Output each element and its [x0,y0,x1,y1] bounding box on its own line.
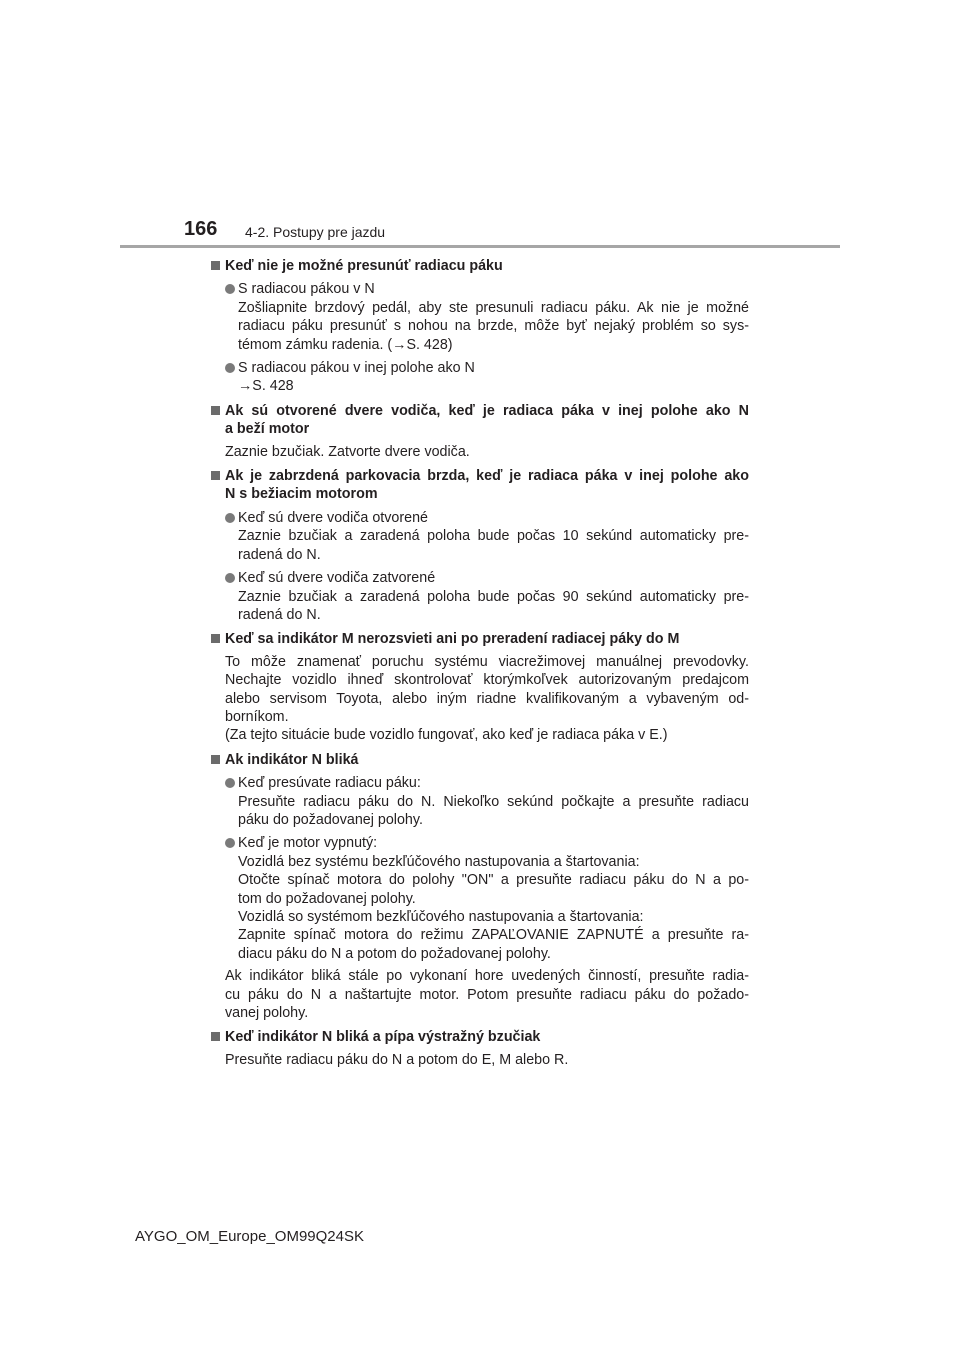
square-bullet-icon [211,1032,220,1041]
section-heading [211,467,749,504]
header-divider [120,245,840,248]
section-heading [211,257,749,275]
heading-text: a beží motor [225,421,310,438]
section-heading [211,751,749,769]
bullet-item [211,774,749,829]
heading-text: Keď indikátor N bliká a pípa výstražný bzučiak [225,1029,541,1046]
text-line: Otočte spínač motora do polohy "ON" a presuňte radiacu páku do N a po- [238,872,749,889]
bullet-item [211,509,749,564]
page-number: 166 [184,218,218,240]
circle-bullet-icon [225,573,235,583]
section-heading [211,402,749,439]
text-line: Zaznie bzučiak a zaradená poloha bude počas 10 sekúnd automaticky pre- [238,528,749,545]
circle-bullet-icon [225,284,235,294]
text-line: borníkom. [225,708,289,725]
text-line: vanej polohy. [225,1005,309,1022]
text-line: Vozidlá bez systému bezkľúčového nastupovania a štartovania: [238,853,640,870]
bullet-title: S radiacou pákou v N [238,281,375,298]
text-line: Zapnite spínač motora do režimu ZAPAĽOVANIE ZAPNUTÉ a presuňte ra- [238,927,749,944]
text-line: radiacu páku presunúť s nohou na brzde, môže byť nejaký problém so sys- [238,318,749,335]
square-bullet-icon [211,261,220,270]
text-line: cu páku do N a naštartujte motor. Potom presuňte radiacu páku do požado- [225,986,749,1003]
text-line: Presuňte radiacu páku do N. Niekoľko sekúnd počkajte a presuňte radiacu [238,793,749,810]
text-line: To môže znamenať poruchu systému viacrežimovej manuálnej prevodovky. [225,653,749,670]
page-content [211,257,749,1069]
text-line: diacu páku do N a potom do požadovanej polohy. [238,945,551,962]
text-line: Zaznie bzučiak a zaradená poloha bude počas 90 sekúnd automaticky pre- [238,588,749,605]
heading-text: Ak sú otvorené dvere vodiča, keď je radiaca páka v inej polohe ako N [225,402,749,419]
bullet-title: Keď je motor vypnutý: [238,835,378,852]
text-line: Nechajte vozidlo ihneď skontrolovať ktorýmkoľvek autorizovaným predajcom [225,672,749,689]
circle-bullet-icon [225,838,235,848]
heading-text: Ak indikátor N bliká [225,751,359,768]
section-title: 4-2. Postupy pre jazdu [245,224,386,240]
bullet-item [211,280,749,354]
paragraph [211,653,749,745]
bullet-item [211,834,749,963]
circle-bullet-icon [225,513,235,523]
circle-bullet-icon [225,778,235,788]
paragraph [211,967,749,1022]
bullet-title: Keď sú dvere vodiča zatvorené [238,570,436,587]
circle-bullet-icon [225,363,235,373]
section-heading [211,630,749,648]
heading-text: Keď nie je možné presunúť radiacu páku [225,258,503,274]
square-bullet-icon [211,634,220,643]
bullet-item [211,359,749,396]
bullet-title: S radiacou pákou v inej polohe ako N [238,360,475,377]
text-line: radená do N. [238,546,321,563]
square-bullet-icon [211,406,220,415]
text-line: Ak indikátor bliká stále po vykonaní hore uvedených činností, presuňte radia- [225,968,749,985]
text-line: radená do N. [238,606,321,623]
text-line: tom do požadovanej polohy. [238,890,416,907]
bullet-title: Keď sú dvere vodiča otvorené [238,509,428,526]
text-line: (Za tejto situácie bude vozidlo fungovať, ako keď je radiaca páka v E.) [225,727,668,744]
heading-text: Ak je zabrzdená parkovacia brzda, keď je radiaca páka v inej polohe ako [225,468,749,485]
bullet-title: Keď presúvate radiacu páku: [238,775,421,792]
section-heading [211,1028,749,1046]
text-line: alebo servisom Toyota, alebo iným riadne kvalifikovaným a vybaveným od- [225,690,749,707]
paragraph: Zaznie bzučiak. Zatvorte dvere vodiča. [225,443,470,460]
text-line: páku do požadovanej polohy. [238,811,423,828]
paragraph: Presuňte radiacu páku do N a potom do E, M alebo R. [225,1051,569,1068]
page-reference: →S. 428 [238,378,294,395]
square-bullet-icon [211,471,220,480]
text-line: témom zámku radenia. (→S. 428) [238,336,453,353]
text-line: Vozidlá so systémom bezkľúčového nastupovania a štartovania: [238,909,644,925]
square-bullet-icon [211,755,220,764]
heading-text: Keď sa indikátor M nerozsvieti ani po preradení radiacej páky do M [225,631,680,648]
document-code-footer: AYGO_OM_Europe_OM99Q24SK [135,1228,364,1245]
text-line: Zošliapnite brzdový pedál, aby ste presunuli radiacu páku. Ak nie je možné [238,299,749,316]
heading-text: N s bežiacim motorom [225,486,378,503]
bullet-item [211,569,749,624]
